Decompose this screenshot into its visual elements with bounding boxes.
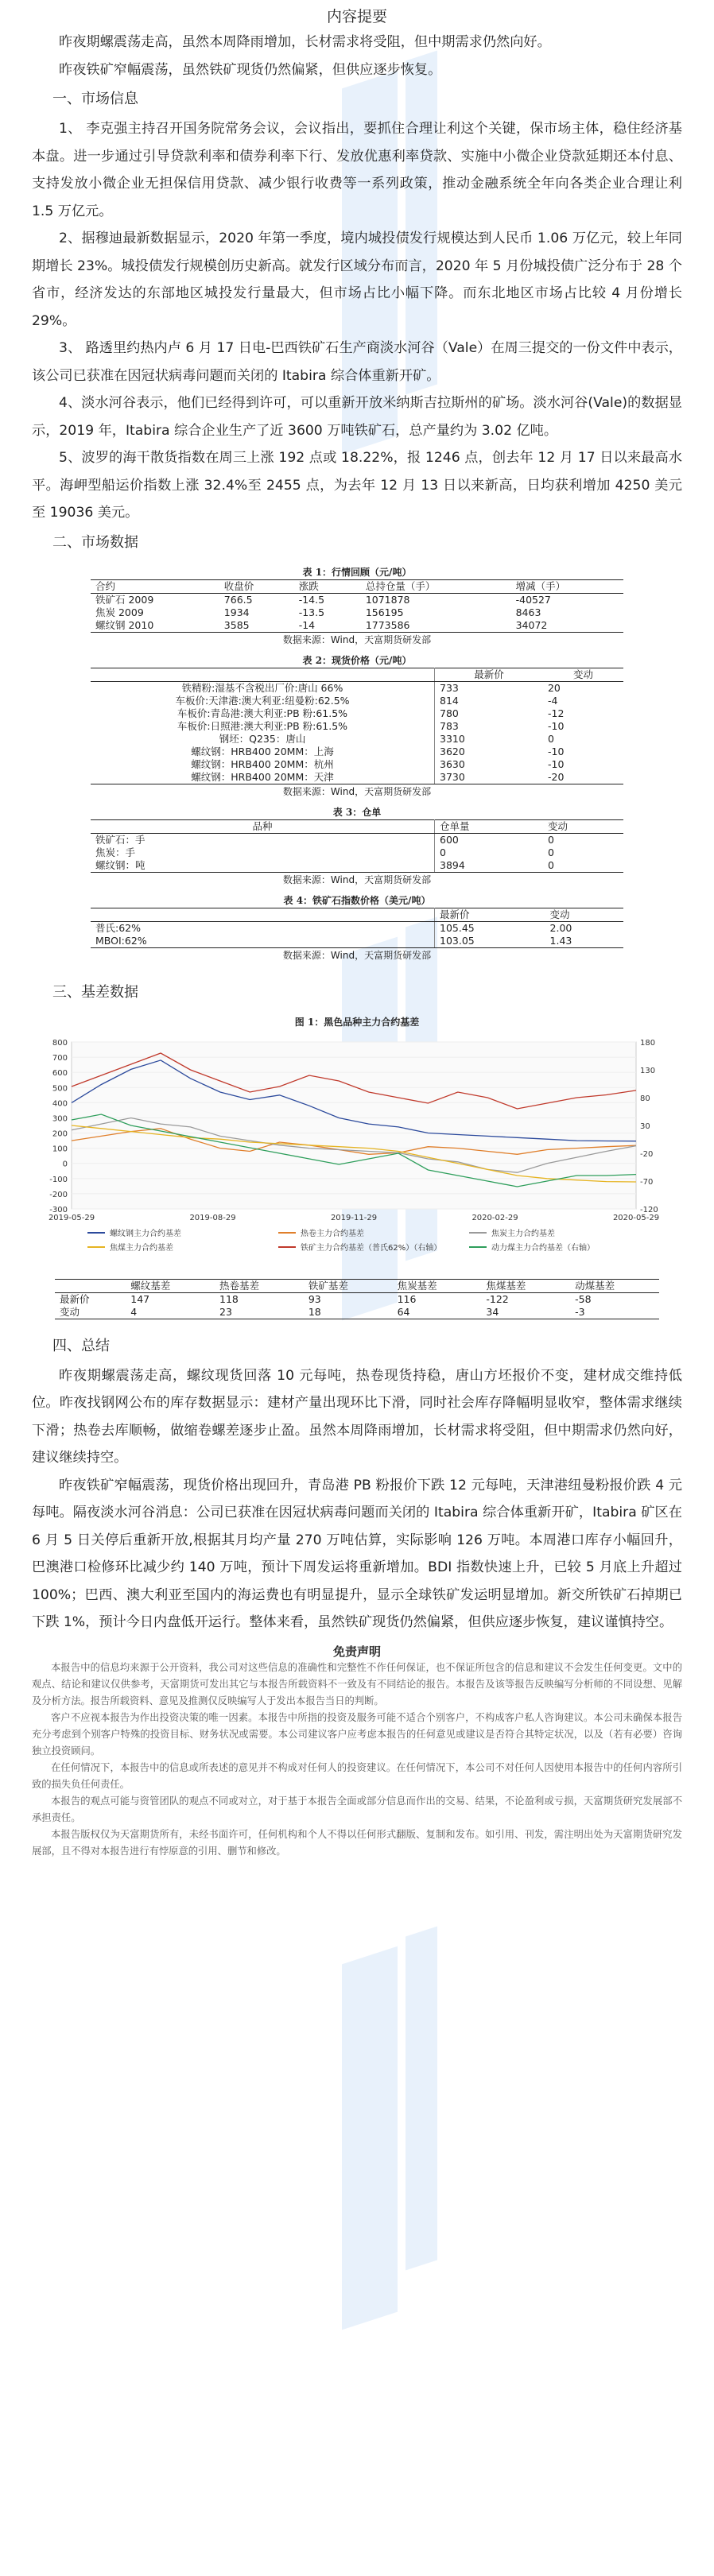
table-row <box>91 935 623 948</box>
x-tick-label: 2019-11-29 <box>330 1213 378 1222</box>
table-cell: 116 <box>397 1292 417 1305</box>
table-header-cell: 最新价 <box>435 668 543 681</box>
table-row <box>91 606 623 619</box>
y-right-tick-label: -20 <box>640 1149 654 1159</box>
summary-conclusion-paragraph: 昨夜铁矿窄幅震荡，现货价格出现回升，青岛港 PB 粉报价下跌 12 元每吨，天津港纽曼粉报价跌 4 元每吨。隔夜淡水河谷消息：公司已获准在因冠状病毒问题而关闭的 Itabira 综合体重新开矿，Itabira 矿区在 6 月 5 日关停后重新开放,根据其月均产量 270 万吨估算，实际影响 126 万吨。本周港口库存小幅回升，巴澳港口检修环比减少约 140 万吨，预计下周发运将重新增加。BDI 指数快速上升，已较 5 月底上升超过 100%；巴西、澳大利亚至国内的海运费也有明显提升，显示全球铁矿发运明显增加。新交所铁矿石掉期已下跌 1%，预计今日内盘低开运行。整体来看，虽然铁矿现货仍然偏紧，但供应逐步恢复，建议谨慎持空。 <box>32 1477 682 1630</box>
table-row <box>91 733 623 746</box>
legend-label: 热卷主力合约基差 <box>301 1229 364 1238</box>
data-source-note: 数据来源：Wind，天富期货研发部 <box>282 785 432 797</box>
table-header-cell: 合约 <box>91 579 219 593</box>
y-right-tick-label: 180 <box>640 1038 656 1048</box>
table-cell: 钢坯：Q235：唐山 <box>91 733 435 746</box>
table-cell: 1773586 <box>361 619 511 633</box>
table-cell: 8463 <box>515 606 541 618</box>
table-row <box>91 707 623 720</box>
section-heading-market-data: 二、市场数据 <box>52 533 138 551</box>
table-header-cell: 焦煤基差 <box>481 1279 570 1292</box>
table-cell: -14.5 <box>298 593 325 606</box>
table-cell: -122 <box>486 1292 509 1305</box>
table-header-cell: 热卷基差 <box>215 1279 304 1292</box>
y-left-tick-label: 800 <box>52 1038 68 1048</box>
table-cell: 105.45 <box>440 921 475 934</box>
table-cell: -40527 <box>515 593 551 606</box>
chart-title: 图 1：黑色品种主力合约基差 <box>294 1016 420 1028</box>
table3-title: 表 3：仓单 <box>332 806 382 818</box>
section-heading-basis-data: 三、基差数据 <box>52 983 138 1001</box>
spot-price-table <box>91 668 623 784</box>
table-cell: 1071878 <box>365 593 410 606</box>
iron-ore-index-table <box>91 908 623 948</box>
disclaimer-paragraph: 在任何情况下，本报告中的信息或所表述的意见并不构成对任何人的投资建议。在任何情况下，本公司不对任何人因使用本报告中的任何内容所引致的损失负任何责任。 <box>32 1761 682 1790</box>
table-row <box>55 1292 659 1306</box>
table-cell: 3585 <box>219 619 294 633</box>
table-cell: 铁精粉:湿基不含税出厂价:唐山 66% <box>91 681 435 695</box>
table-cell: 3620 <box>440 745 465 757</box>
y-right-tick-label: 30 <box>640 1121 650 1131</box>
warehouse-receipt-table <box>91 819 623 873</box>
table-cell: -10 <box>547 757 565 770</box>
table-row <box>91 771 623 784</box>
y-left-tick-label: 300 <box>52 1114 68 1123</box>
table-cell: 螺纹钢 2010 <box>91 619 219 633</box>
y-left-tick-label: 700 <box>52 1053 68 1063</box>
table-cell: 螺纹钢：HRB400 20MM：天津 <box>91 771 435 784</box>
table-row <box>91 695 623 707</box>
table-cell: 0 <box>543 859 623 873</box>
legend-label: 焦煤主力合约基差 <box>110 1243 173 1253</box>
market-info-item: 3、 路透里约热内卢 6 月 17 日电-巴西铁矿石生产商淡水河谷（Vale）在周三提交的一份文件中表示，该公司已获准在因冠状病毒问题而关闭的 Itabira 综合体重新开矿。 <box>32 340 682 384</box>
table-cell: 2.00 <box>549 921 572 934</box>
y-left-tick-label: -100 <box>49 1175 68 1184</box>
quote-review-table <box>91 579 623 633</box>
table-cell: 3630 <box>440 757 465 770</box>
table-cell: -10 <box>547 745 565 757</box>
table-cell: 车板价:青岛港:澳大利亚:PB 粉:61.5% <box>91 707 435 720</box>
y-left-tick-label: 400 <box>52 1098 68 1108</box>
table-row <box>91 619 623 633</box>
table-header-row <box>91 579 623 593</box>
table-cell: -12 <box>547 707 565 719</box>
summary-conclusion-paragraph: 昨夜期螺震荡走高，螺纹现货回落 10 元每吨，热卷现货持稳，唐山方坯报价不变，建材成交维持低位。昨夜找钢网公布的库存数据显示：建材产量出现环比下滑，同时社会库存降幅明显收窄，整体需求继续下滑；热卷去库顺畅，做缩卷螺差逐步止盈。虽然本周降雨增加，长材需求将受阻，但中期需求仍然向好，建议继续持空。 <box>32 1367 682 1466</box>
table-cell: 铁矿石 2009 <box>95 593 154 606</box>
table-cell: 118 <box>219 1292 239 1305</box>
table-cell: 1.43 <box>545 935 623 948</box>
table-cell: 螺纹钢：HRB400 20MM：上海 <box>91 746 435 758</box>
market-info-item: 4、淡水河谷表示，他们已经得到许可，可以重新开放米纳斯吉拉斯州的矿场。淡水河谷(Vale)的数据显示，2019 年，Itabira 综合企业生产了近 3600 万吨铁矿石，总产量约为 3.02 亿吨。 <box>32 395 682 439</box>
page-title: 内容提要 <box>326 8 387 25</box>
summary-paragraph: 昨夜期螺震荡走高，虽然本周降雨增加，长材需求将受阻，但中期需求仍然向好。 <box>59 34 551 50</box>
market-info-item: 5、波罗的海干散货指数在周三上涨 192 点或 18.22%，报 1246 点，创去年 12 月 17 日以来最高水平。海岬型船运价指数上涨 32.4%至 2455 点，为去年 12 月 13 日以来新高，日均获利增加 4250 美元至 19036 美元。 <box>32 450 682 521</box>
disclaimer-title: 免责声明 <box>332 1644 381 1659</box>
disclaimer-paragraph: 本报告中的信息均来源于公开资料，我公司对这些信息的准确性和完整性不作任何保证，也不保证所包含的信息和建议不会发生任何变更。文中的观点、结论和建议仅供参考，天富期货可发出其它与本报告所载资料不一致及有不同结论的报告。本报告及该等报告反映编写分析师的不同设想、见解及分析方法。报告所载资料、意见及推测仅反映编写人于发出本报告当日的判断。 <box>32 1661 682 1706</box>
y-left-tick-label: 100 <box>52 1145 68 1154</box>
table4-title: 表 4：铁矿石指数价格（美元/吨） <box>283 894 431 906</box>
table-row <box>91 681 623 695</box>
table-header-cell: 总持仓量（手） <box>361 579 511 593</box>
table-cell: 0 <box>547 732 554 745</box>
table-cell: 103.05 <box>435 935 545 948</box>
y-left-tick-label: 200 <box>52 1129 68 1139</box>
table-cell: 1934 <box>223 606 250 618</box>
table-header-row <box>91 819 623 833</box>
y-right-tick-label: -120 <box>640 1205 658 1214</box>
y-right-tick-label: 80 <box>640 1094 650 1103</box>
table-header-cell: 变动 <box>543 819 623 833</box>
table-cell: 780 <box>440 707 459 719</box>
report-page <box>32 0 682 1860</box>
table-header-cell: 铁矿基差 <box>304 1279 393 1292</box>
y-left-tick-label: 500 <box>52 1083 68 1093</box>
table-row <box>91 593 623 606</box>
table-header-cell: 涨跌 <box>294 579 361 593</box>
table-row <box>91 746 623 758</box>
disclaimer-paragraph: 客户不应视本报告为作出投资决策的唯一因素。本报告中所指的投资及服务可能不适合个别客户，不构成客户私人咨询建议。本公司未确保本报告充分考虑到个别客户特殊的投资目标、财务状况或需要。本公司建议客户应考虑本报告的任何意见或建议是否符合其特定状况，以及（若有必要）咨询独立投资顾问。 <box>32 1711 682 1757</box>
table-header-cell: 仓单量 <box>435 819 543 833</box>
table-cell: 18 <box>304 1306 393 1319</box>
table-row <box>91 720 623 733</box>
table-cell: 最新价 <box>60 1292 90 1305</box>
y-left-tick-label: 600 <box>52 1068 68 1078</box>
plot-area <box>72 1042 636 1209</box>
table-header-row <box>91 908 623 921</box>
y-left-tick-label: -200 <box>49 1190 68 1199</box>
table-cell: -10 <box>547 719 565 732</box>
x-tick-label: 2020-05-29 <box>612 1213 660 1222</box>
table-header-cell: 焦炭基差 <box>393 1279 482 1292</box>
table-cell: 34 <box>481 1306 570 1319</box>
table-cell: 766.5 <box>223 593 253 606</box>
table-cell: 600 <box>440 833 459 846</box>
table-cell: 0 <box>547 833 554 846</box>
x-tick-label: 2019-05-29 <box>48 1213 95 1222</box>
legend-label: 动力煤主力合约基差（右轴） <box>491 1243 595 1253</box>
disclaimer-paragraph: 本报告版权仅为天富期货所有，未经书面许可，任何机构和个人不得以任何形式翻版、复制和发布。如引用、刊发，需注明出处为天富期货研究发展部，且不得对本报告进行有悖原意的引用、删节和修改。 <box>32 1828 682 1857</box>
table-cell: -4 <box>547 694 558 707</box>
table-header-cell: 变动 <box>545 908 623 921</box>
table-cell: 焦炭 2009 <box>95 606 144 618</box>
table-cell: 733 <box>440 681 459 694</box>
table-cell: 156195 <box>365 606 404 618</box>
basis-chart <box>32 1034 682 1276</box>
table-cell: 铁矿石：手 <box>91 833 435 846</box>
table-cell: 147 <box>130 1292 150 1305</box>
table-cell: 焦炭：手 <box>91 846 435 859</box>
table-row <box>55 1306 659 1319</box>
table-cell: 3310 <box>440 732 465 745</box>
table-cell: 783 <box>440 719 459 732</box>
market-info-item: 2、据穆迪最新数据显示，2020 年第一季度，境内城投债发行规模达到人民币 1.06 万亿元，较上年同期增长 23%。城投债发行规模创历史新高。就发行区域分布而言，2020 年 5 月份城投债广泛分布于 28 个省市，经济发达的东部地区城投发行量最大，但市场占比小幅下降。而东北地区市场占比较 4 月份增长 29%。 <box>32 230 682 329</box>
table-header-cell <box>91 908 435 921</box>
legend-label: 螺纹钢主力合约基差 <box>110 1229 181 1238</box>
legend-label: 焦炭主力合约基差 <box>491 1229 555 1238</box>
table-cell: 3894 <box>435 859 543 873</box>
table-cell: 20 <box>547 681 561 694</box>
table-header-cell <box>55 1279 126 1292</box>
table-cell: -13.5 <box>298 606 325 618</box>
summary-paragraph: 昨夜铁矿窄幅震荡，虽然铁矿现货仍然偏紧，但供应逐步恢复。 <box>59 61 442 78</box>
basis-chart-svg <box>32 1034 682 1273</box>
table-header-cell: 变动 <box>543 668 623 681</box>
watermark-bottom <box>286 1923 461 2369</box>
table2-title: 表 2：现货价格（元/吨） <box>302 654 412 666</box>
table-row <box>91 758 623 771</box>
table-cell: 车板价:日照港:澳大利亚:PB 粉:61.5% <box>91 720 435 733</box>
table-header-cell <box>91 668 435 681</box>
table-header-cell: 最新价 <box>435 908 545 921</box>
y-left-tick-label: 0 <box>62 1160 68 1169</box>
basis-table <box>55 1279 659 1319</box>
table-row <box>91 846 623 859</box>
table-cell: -58 <box>575 1292 592 1305</box>
table-cell: 64 <box>393 1306 482 1319</box>
section-heading-summary: 四、总结 <box>52 1337 110 1354</box>
y-left-tick-label: -300 <box>49 1205 68 1214</box>
table-header-cell: 动煤基差 <box>570 1279 659 1292</box>
section-heading-market-info: 一、市场信息 <box>52 91 138 107</box>
x-tick-label: 2019-08-29 <box>189 1213 236 1222</box>
table-cell: 23 <box>215 1306 304 1319</box>
data-source-note: 数据来源：Wind，天富期货研发部 <box>282 633 432 645</box>
y-right-tick-label: -70 <box>640 1177 654 1187</box>
table-cell: 0 <box>547 846 554 858</box>
disclaimer-paragraph: 本报告的观点可能与资管团队的观点不同或对立，对于基于本报告全面或部分信息而作出的交易、结果，不论盈利或亏损，天富期货研究发展部不承担责任。 <box>32 1795 682 1823</box>
table-cell: 变动 <box>55 1306 126 1319</box>
market-info-item: 1、 李克强主持召开国务院常务会议，会议指出，要抓住合理让利这个关键，保市场主体，稳住经济基本盘。进一步通过引导贷款利率和债券利率下行、发放优惠利率贷款、实施中小微企业贷款延期还本付息、支持发放小微企业无担保信用贷款、减少银行收费等一系列政策，推动金融系统全年向各类企业合理让利 1.5 万亿元。 <box>32 121 682 219</box>
legend-label: 铁矿主力合约基差（普氏62%）（右轴） <box>301 1243 442 1253</box>
table-cell: -3 <box>570 1306 659 1319</box>
table-header-cell: 品种 <box>91 819 435 833</box>
data-source-note: 数据来源：Wind，天富期货研发部 <box>282 949 432 961</box>
table-cell: 93 <box>308 1292 321 1305</box>
data-source-note: 数据来源：Wind，天富期货研发部 <box>282 874 432 885</box>
table1-title: 表 1：行情回顾（元/吨） <box>302 566 412 578</box>
table-header-row <box>91 668 623 681</box>
table-row <box>91 921 623 935</box>
table-cell: -20 <box>543 771 623 784</box>
table-cell: 34072 <box>511 619 623 633</box>
table-row <box>91 833 623 846</box>
table-cell: 4 <box>126 1306 215 1319</box>
table-cell: 814 <box>440 694 459 707</box>
table-cell: 螺纹钢：HRB400 20MM：杭州 <box>91 758 435 771</box>
y-right-tick-label: 130 <box>640 1066 656 1075</box>
table-cell: 车板价:天津港:澳大利亚:纽曼粉:62.5% <box>91 695 435 707</box>
table-header-cell: 螺纹基差 <box>126 1279 215 1292</box>
table-cell: 0 <box>440 846 446 858</box>
table-cell: 3730 <box>435 771 543 784</box>
table-cell: 普氏:62% <box>91 921 435 935</box>
table-cell: 螺纹钢：吨 <box>91 859 435 873</box>
table-row <box>91 859 623 873</box>
table-cell: -14 <box>294 619 361 633</box>
x-tick-label: 2020-02-29 <box>471 1213 518 1222</box>
table-header-cell: 收盘价 <box>219 579 294 593</box>
table-header-cell: 增减（手） <box>511 579 623 593</box>
table-cell: MBOI:62% <box>91 935 435 948</box>
table-header-row <box>55 1279 659 1292</box>
